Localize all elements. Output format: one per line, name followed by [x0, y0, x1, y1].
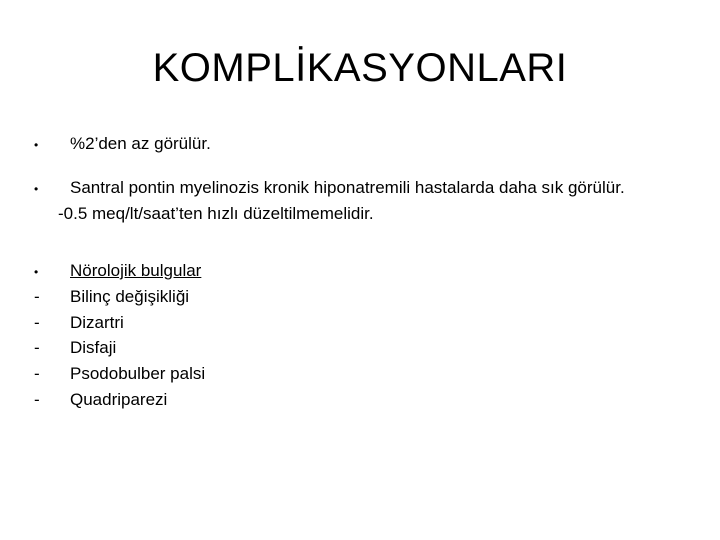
slide-title: KOMPLİKASYONLARI — [152, 46, 568, 90]
finding-item: Disfaji — [70, 338, 117, 357]
finding-item: Quadriparezi — [70, 390, 168, 409]
finding-item: Bilinç değişikliği — [70, 287, 190, 306]
dash-marker: - — [34, 390, 40, 409]
bullet-text-incidence: %2’den az görülür. — [70, 134, 211, 153]
bullet-text-neuro-findings: Nörolojik bulgular — [70, 261, 202, 280]
dash-marker: - — [34, 287, 40, 306]
finding-item: Psodobulber palsi — [70, 364, 206, 383]
dash-marker: - — [34, 313, 40, 332]
finding-item: Dizartri — [70, 313, 124, 332]
bullet-marker: • — [34, 265, 39, 279]
dash-marker: - — [34, 364, 40, 383]
bullet-text-cpm-continuation: -0.5 meq/lt/saat’ten hızlı düzeltilmemelidir. — [58, 204, 374, 223]
bullet-marker: • — [34, 138, 39, 152]
bullet-marker: • — [34, 182, 39, 196]
bullet-text-cpm: Santral pontin myelinozis kronik hiponatremili hastalarda daha sık görülür. — [70, 178, 625, 197]
dash-marker: - — [34, 338, 40, 357]
